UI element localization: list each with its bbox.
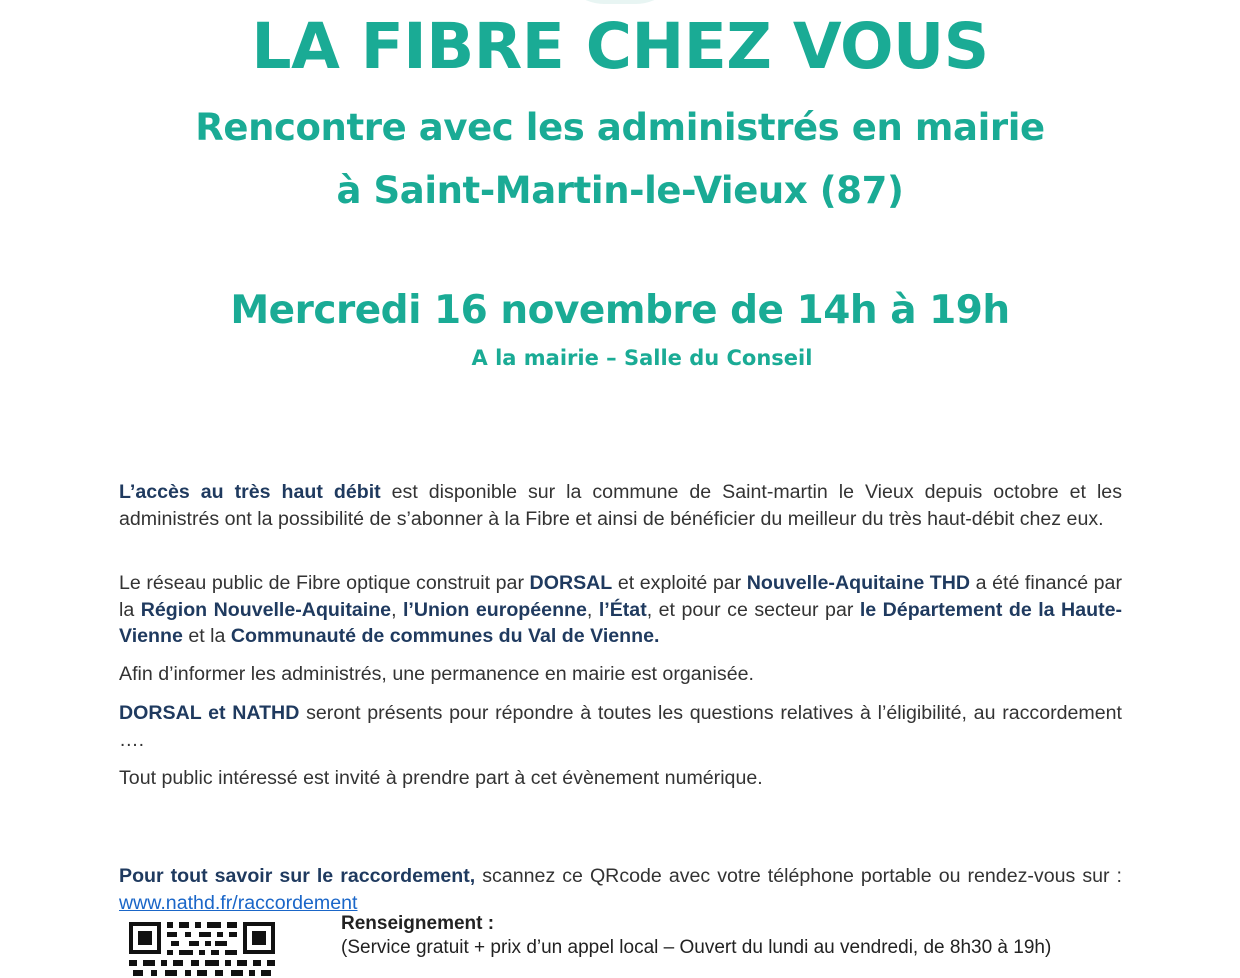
paragraph-network <box>119 570 1122 650</box>
info-label: Renseignement : <box>341 913 495 934</box>
raccordement-link[interactable]: www.nathd.fr/raccordement <box>119 891 358 914</box>
info-note: (Service gratuit + prix d’un appel local – Ouvert du lundi au vendredi, de 8h30 à 19h) <box>341 937 1052 958</box>
paragraph-inform <box>119 661 1122 688</box>
qr-code-icon <box>129 918 277 978</box>
paragraph-text: scannez ce QRcode avec votre téléphone portable ou rendez-vous sur : <box>475 865 1122 887</box>
paragraph-raccordement <box>119 863 1122 916</box>
event-place: A la mairie – Salle du Conseil <box>471 346 813 370</box>
subtitle-line-2: à Saint-Martin-le-Vieux (87) <box>336 169 904 212</box>
paragraph-bold-lead: DORSAL et NATHD <box>119 702 300 724</box>
org-communaute: Communauté de communes du Val de Vienne. <box>230 625 660 647</box>
paragraph-text: et la <box>182 625 231 647</box>
paragraph-text: Afin d’informer les administrés, une permanence en mairie est organisée. <box>119 663 754 685</box>
paragraph-text: , <box>391 598 403 621</box>
org-nathd: Nouvelle-Aquitaine THD <box>746 572 971 594</box>
paragraph-text: seront présents pour répondre à toutes les questions relatives à l’éligibilité, au raccordement …. <box>119 702 1122 751</box>
event-date: Mercredi 16 novembre de 14h à 19h <box>230 288 1010 333</box>
page-title: LA FIBRE CHEZ VOUS <box>251 10 989 83</box>
paragraph-text: , et pour ce secteur par <box>646 598 860 621</box>
paragraph-text: Tout public intéressé est invité à prendre part à cet évènement numérique. <box>119 767 763 789</box>
paragraph-presence <box>119 700 1122 753</box>
org-state: l’État <box>598 598 647 621</box>
paragraph-text: et exploité par <box>612 572 747 594</box>
paragraph-text: Le réseau public de Fibre optique construit par <box>119 572 530 594</box>
org-dorsal: DORSAL <box>529 572 613 594</box>
paragraph-text: , <box>586 598 599 621</box>
org-departement: le Département de la Haute-Vienne <box>119 598 1123 647</box>
info-block <box>341 912 1051 960</box>
paragraph-public <box>119 765 1122 792</box>
paragraph-bold-lead: Pour tout savoir sur le raccordement, <box>119 865 476 887</box>
logo-arc-decoration <box>560 0 680 4</box>
org-eu: l’Union européenne <box>402 598 587 621</box>
paragraph-text: a été financé par la <box>119 572 1122 621</box>
subtitle-line-1: Rencontre avec les administrés en mairie <box>195 106 1045 149</box>
paragraph-bold-lead: L’accès au très haut débit <box>119 481 381 503</box>
paragraph-access <box>119 479 1122 532</box>
org-region: Région Nouvelle-Aquitaine <box>140 598 392 621</box>
paragraph-text: est disponible sur la commune de Saint-martin le Vieux depuis octobre et les administrés ont la possibilité de s’abonner à la Fibre et ainsi de bénéficier du meilleur du très haut-débit chez eux. <box>119 481 1122 530</box>
